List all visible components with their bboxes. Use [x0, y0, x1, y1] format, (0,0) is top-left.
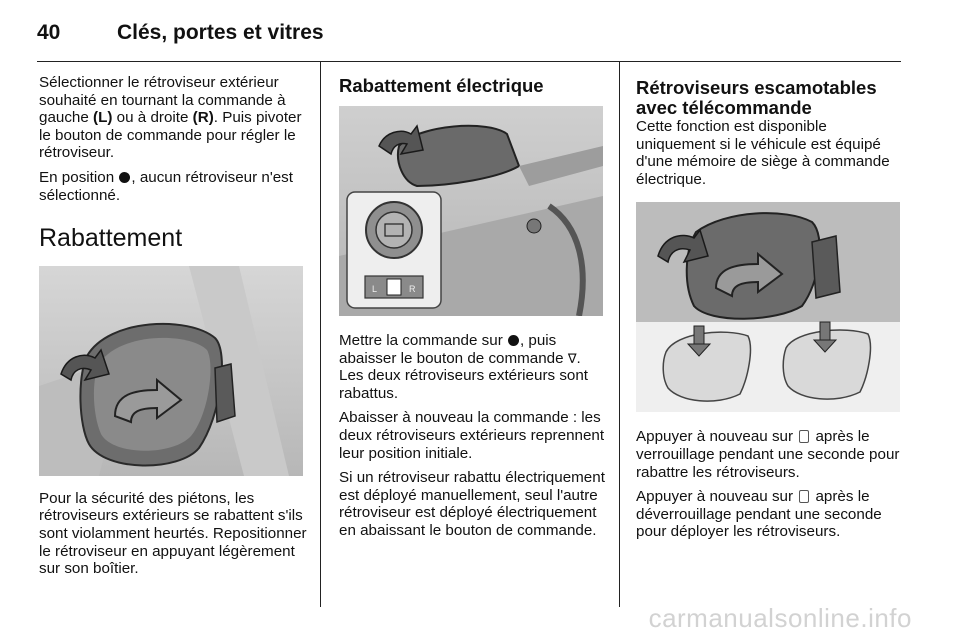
paragraph-lower-button: Mettre la commande sur , puis abaisser le bouton de commande ∇. Les deux rétroviseurs extérieurs sont rabattus.	[339, 332, 589, 402]
paragraph-select-mirror: Sélectionner le rétroviseur extérieur souhaité en tournant la commande à gauche (L) ou à droite (R). Puis pivoter le bouton de commande pour régler le rétroviseur.	[39, 74, 302, 162]
remote-fold-illustration	[636, 202, 900, 412]
fold-button-icon: ∇	[567, 350, 577, 366]
paragraph-neutral-position: En position , aucun rétroviseur n'est sélectionné.	[39, 168, 293, 204]
watermark: carmanualsonline.info	[648, 603, 912, 633]
section-heading-remote-fold: Rétroviseurs escamotables avec télécommande	[636, 77, 877, 118]
paragraph-unlock-deploy: Appuyer à nouveau sur après le déverrouillage pendant une seconde pour déployer les rétroviseurs.	[636, 488, 882, 541]
paragraph-manual-deploy: Si un rétroviseur rabattu électriquement est déployé manuellement, seul l'autre rétroviseur est déployé électriquement en abaissant le bouton de commande.	[339, 469, 605, 539]
chapter-title: Clés, portes et vitres	[117, 21, 324, 44]
paragraph-lower-again: Abaisser à nouveau la commande : les deux rétroviseurs extérieurs reprennent leur position initiale.	[339, 409, 605, 462]
mirror-control-switch-icon	[339, 106, 603, 316]
remote-key-icon	[636, 202, 900, 412]
column-divider-1	[320, 62, 321, 607]
header-rule	[37, 61, 901, 62]
section-heading-electric-fold: Rabattement électrique	[339, 75, 544, 96]
column-1	[39, 74, 307, 585]
column-3	[636, 74, 906, 548]
paragraph-pedestrian-safety: Pour la sécurité des piétons, les rétroviseurs extérieurs se rabattent s'ils sont violamment heurtés. Repositionner le rétroviseur en appuyant légèrement sur son boîtier.	[39, 489, 307, 578]
mirror-fold-icon	[39, 266, 303, 476]
neutral-dot-icon	[508, 335, 519, 346]
section-heading-rabattement: Rabattement	[39, 224, 183, 253]
column-divider-2	[619, 62, 620, 607]
paragraph-lock-fold: Appuyer à nouveau sur après le verrouillage pendant une seconde pour rabattre les rétroviseurs.	[636, 428, 900, 481]
column-2	[339, 74, 607, 547]
mirror-control-illustration	[339, 106, 603, 316]
unlock-button-icon	[799, 490, 809, 503]
page-header	[37, 18, 324, 48]
switch-label-right: R	[409, 284, 416, 294]
paragraph-availability: Cette fonction est disponible uniquement si le véhicule est équipé d'une mémoire de siège à commande électrique.	[636, 118, 890, 188]
page-number: 40	[37, 21, 61, 44]
neutral-dot-icon	[119, 172, 130, 183]
lock-button-icon	[799, 430, 809, 443]
switch-label-left: L	[372, 284, 378, 294]
mirror-fold-illustration	[39, 266, 303, 476]
